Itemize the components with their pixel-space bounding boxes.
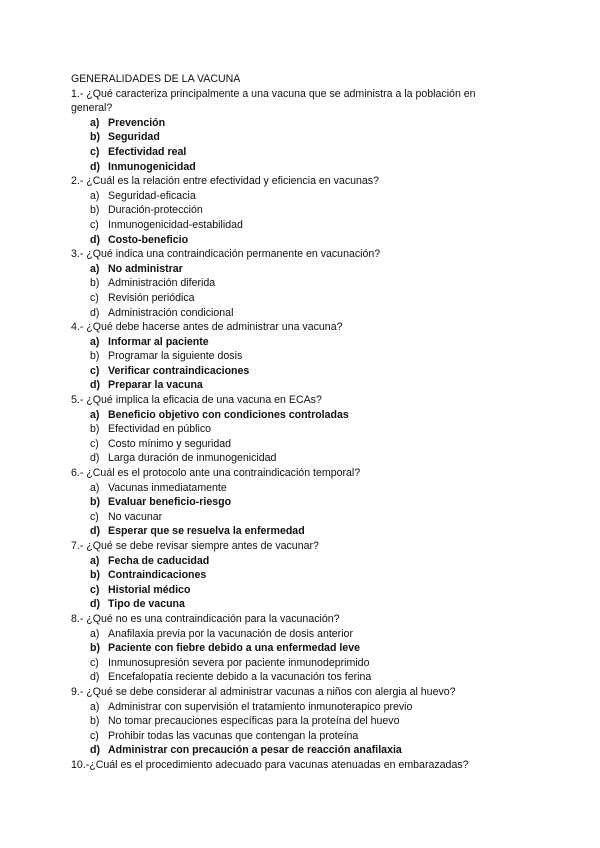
option-letter: d) (90, 598, 100, 611)
option-letter: d) (90, 744, 100, 757)
option-text: No tomar precauciones específicas para la proteína del huevo (108, 715, 400, 728)
option-text: Encefalopatía reciente debido a la vacunación tos ferina (108, 671, 372, 684)
option-text: Costo-beneficio (108, 233, 189, 246)
question-3 (71, 247, 511, 320)
question-text: 4.- ¿Qué debe hacerse antes de administrar una vacuna? (71, 321, 343, 334)
answer-option (71, 203, 511, 218)
option-text: No vacunar (108, 510, 163, 523)
answer-option (71, 189, 511, 204)
question-text: 3.- ¿Qué indica una contraindicación permanente en vacunación? (71, 248, 381, 261)
answer-option (71, 145, 511, 160)
option-list (71, 189, 511, 247)
option-letter: b) (90, 569, 100, 582)
question-list (71, 87, 511, 773)
answer-option (71, 554, 511, 569)
option-text: Seguridad-eficacia (108, 189, 196, 202)
answer-option (71, 422, 511, 437)
answer-option (71, 262, 511, 277)
option-text: No administrar (108, 262, 183, 275)
option-text: Administración condicional (108, 306, 234, 319)
question-text: 8.- ¿Qué no es una contraindicación para la vacunación? (71, 612, 340, 625)
option-list (71, 554, 511, 612)
question-text: 5.- ¿Qué implica la eficacia de una vacuna en ECAs? (71, 394, 322, 407)
option-letter: b) (90, 423, 100, 436)
option-letter: c) (90, 656, 99, 669)
option-text: Revisión periódica (108, 291, 195, 304)
option-letter: c) (90, 364, 100, 377)
option-text: Administrar con precaución a pesar de reacción anafilaxia (108, 744, 402, 757)
option-letter: c) (90, 437, 99, 450)
option-letter: a) (90, 335, 100, 348)
answer-option (71, 291, 511, 306)
option-letter: b) (90, 642, 100, 655)
answer-option (71, 627, 511, 642)
option-letter: d) (90, 525, 100, 538)
option-letter: c) (90, 291, 99, 304)
answer-option (71, 233, 511, 248)
option-letter: a) (90, 408, 100, 421)
option-text: Esperar que se resuelva la enfermedad (108, 525, 305, 538)
answer-option (71, 743, 511, 758)
answer-option (71, 306, 511, 321)
option-text: Beneficio objetivo con condiciones controladas (108, 408, 349, 421)
answer-option (71, 641, 511, 656)
answer-option (71, 116, 511, 131)
option-list (71, 700, 511, 758)
answer-option (71, 524, 511, 539)
answer-option (71, 451, 511, 466)
option-text: Historial médico (108, 583, 191, 596)
option-text: Evaluar beneficio-riesgo (108, 496, 232, 509)
option-text: Costo mínimo y seguridad (108, 437, 232, 450)
option-text: Administración diferida (108, 277, 216, 290)
option-text: Verificar contraindicaciones (108, 364, 250, 377)
option-letter: a) (90, 262, 100, 275)
question-10 (71, 758, 511, 773)
quiz-content (71, 72, 511, 773)
option-letter: b) (90, 350, 100, 363)
option-letter: c) (90, 729, 99, 742)
document-title: GENERALIDADES DE LA VACUNA (71, 73, 241, 85)
option-letter: c) (90, 510, 99, 523)
option-text: Informar al paciente (108, 335, 209, 348)
question-text: 7.- ¿Qué se debe revisar siempre antes de vacunar? (71, 540, 319, 552)
option-text: Larga duración de inmunogenicidad (108, 452, 277, 465)
option-text: Seguridad (108, 131, 160, 144)
option-letter: a) (90, 189, 100, 202)
answer-option (71, 349, 511, 364)
answer-option (71, 700, 511, 715)
answer-option (71, 583, 511, 598)
option-letter: d) (90, 306, 100, 319)
option-letter: b) (90, 715, 100, 728)
option-letter: d) (90, 160, 100, 173)
answer-option (71, 495, 511, 510)
option-letter: c) (90, 218, 99, 231)
question-8 (71, 612, 511, 685)
answer-option (71, 597, 511, 612)
option-letter: c) (90, 145, 100, 158)
option-list (71, 262, 511, 320)
option-letter: d) (90, 452, 100, 465)
option-letter: c) (90, 583, 100, 596)
option-letter: a) (90, 627, 100, 640)
answer-option (71, 408, 511, 423)
answer-option (71, 437, 511, 452)
option-text: Vacunas inmediatamente (108, 481, 227, 494)
question-7 (71, 539, 511, 612)
option-letter: b) (90, 204, 100, 217)
question-2 (71, 174, 511, 247)
answer-option (71, 364, 511, 379)
option-text: Duración-protección (108, 204, 203, 217)
option-text: Inmunosupresión severa por paciente inmunodeprimido (108, 656, 370, 669)
question-text: 9.- ¿Qué se debe considerar al administrar vacunas a niños con alergia al huevo? (71, 685, 456, 698)
answer-option (71, 378, 511, 393)
option-text: Contraindicaciones (108, 569, 207, 582)
answer-option (71, 481, 511, 496)
option-list (71, 335, 511, 393)
answer-option (71, 276, 511, 291)
question-text: 6.- ¿Cuál es el protocolo ante una contraindicación temporal? (71, 467, 361, 480)
option-text: Efectividad real (108, 145, 187, 158)
option-letter: d) (90, 671, 100, 684)
question-4 (71, 320, 511, 393)
option-text: Inmunogenicidad (108, 160, 196, 173)
question-5 (71, 393, 511, 466)
answer-option (71, 656, 511, 671)
option-text: Inmunogenicidad-estabilidad (108, 218, 243, 231)
option-list (71, 408, 511, 466)
option-text: Anafilaxia previa por la vacunación de dosis anterior (108, 627, 353, 640)
option-letter: b) (90, 496, 100, 509)
option-letter: a) (90, 116, 100, 129)
option-text: Efectividad en público (108, 423, 212, 436)
answer-option (71, 714, 511, 729)
question-9 (71, 685, 511, 758)
answer-option (71, 130, 511, 145)
answer-option (71, 729, 511, 744)
option-letter: d) (90, 233, 100, 246)
option-text: Prevención (108, 116, 166, 129)
option-text: Prohibir todas las vacunas que contengan la proteína (108, 729, 359, 742)
option-text: Fecha de caducidad (108, 554, 210, 567)
question-6 (71, 466, 511, 539)
option-text: Administrar con supervisión el tratamiento inmunoterapico previo (108, 700, 413, 713)
option-list (71, 627, 511, 685)
option-text: Paciente con fiebre debido a una enfermedad leve (108, 642, 360, 655)
option-letter: b) (90, 131, 100, 144)
option-letter: b) (90, 277, 100, 290)
option-text: Programar la siguiente dosis (108, 350, 243, 363)
question-1 (71, 87, 511, 175)
option-letter: a) (90, 481, 100, 494)
option-letter: a) (90, 700, 100, 713)
option-letter: d) (90, 379, 100, 392)
option-text: Preparar la vacuna (108, 379, 203, 392)
option-list (71, 481, 511, 539)
answer-option (71, 568, 511, 583)
answer-option (71, 218, 511, 233)
option-letter: a) (90, 554, 100, 567)
option-text: Tipo de vacuna (108, 598, 185, 611)
answer-option (71, 160, 511, 175)
question-text: 1.- ¿Qué caracteriza principalmente a una vacuna que se administra a la población en general? (71, 87, 476, 115)
option-list (71, 116, 511, 174)
question-text: 2.- ¿Cuál es la relación entre efectividad y eficiencia en vacunas? (71, 175, 379, 188)
answer-option (71, 335, 511, 350)
question-text: 10.-¿Cuál es el procedimiento adecuado para vacunas atenuadas en embarazadas? (71, 758, 469, 771)
answer-option (71, 510, 511, 525)
answer-option (71, 670, 511, 685)
